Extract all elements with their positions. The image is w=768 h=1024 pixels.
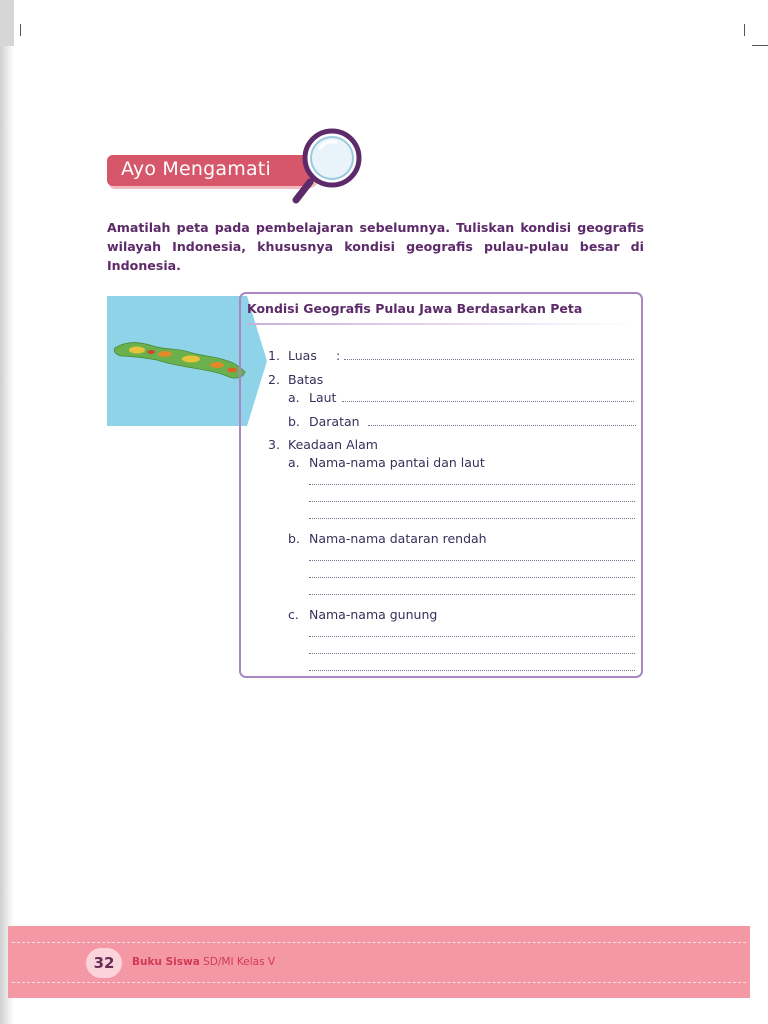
answer-line-gunung-3[interactable] (309, 670, 635, 671)
answer-line-pantai-1[interactable] (309, 484, 635, 485)
sub-letter: a. (288, 455, 300, 470)
answer-line-pantai-2[interactable] (309, 501, 635, 502)
answer-line-luas[interactable] (344, 359, 634, 360)
answer-line-daratan[interactable] (368, 425, 636, 426)
crop-mark-right (744, 24, 745, 36)
answer-line-gunung-1[interactable] (309, 636, 635, 637)
item-number: 1. (268, 348, 280, 363)
magnifier-icon (292, 126, 362, 204)
answer-line-dataran-3[interactable] (309, 594, 635, 595)
answer-line-dataran-2[interactable] (309, 577, 635, 578)
footer-book-title (132, 956, 275, 968)
item-number: 2. (268, 372, 280, 387)
footer-grade: SD/MI Kelas V (203, 956, 276, 968)
sub-gunung-label: Nama-nama gunung (309, 607, 438, 622)
footer-dashed-line-top (12, 942, 746, 943)
footer-book-name: Buku Siswa (132, 956, 200, 968)
page-spine-top (0, 0, 14, 46)
item-keadaan-alam-label: Keadaan Alam (288, 437, 378, 452)
page-number: 32 (86, 948, 122, 978)
sub-letter: b. (288, 414, 300, 429)
item-luas-colon: : (336, 348, 341, 363)
item-batas-label: Batas (288, 372, 324, 387)
crop-mark-left (20, 24, 21, 36)
title-underline (247, 323, 635, 325)
item-number: 3. (268, 437, 280, 452)
crop-mark-right-h (752, 45, 768, 46)
sub-dataran-rendah-label: Nama-nama dataran rendah (309, 531, 487, 546)
section-heading: Ayo Mengamati (121, 158, 271, 180)
answer-line-gunung-2[interactable] (309, 653, 635, 654)
answer-line-laut[interactable] (342, 401, 634, 402)
answer-line-pantai-3[interactable] (309, 518, 635, 519)
sub-letter: a. (288, 390, 300, 405)
footer-dashed-line-bottom (12, 982, 746, 983)
sub-pantai-laut-label: Nama-nama pantai dan laut (309, 455, 485, 470)
item-luas-label: Luas (288, 348, 317, 363)
worksheet-title: Kondisi Geografis Pulau Jawa Berdasarkan Peta (247, 301, 583, 316)
page-spine-shadow (0, 0, 14, 1024)
sub-daratan-label: Daratan (309, 414, 360, 429)
sub-letter: b. (288, 531, 300, 546)
intro-paragraph: Amatilah peta pada pembelajaran sebelumnya. Tuliskan kondisi geografis wilayah Indonesia, khususnya kondisi geografis pulau-pulau besar di Indonesia. (107, 220, 644, 273)
sub-laut-label: Laut (309, 390, 337, 405)
answer-line-dataran-1[interactable] (309, 560, 635, 561)
sub-letter: c. (288, 607, 299, 622)
